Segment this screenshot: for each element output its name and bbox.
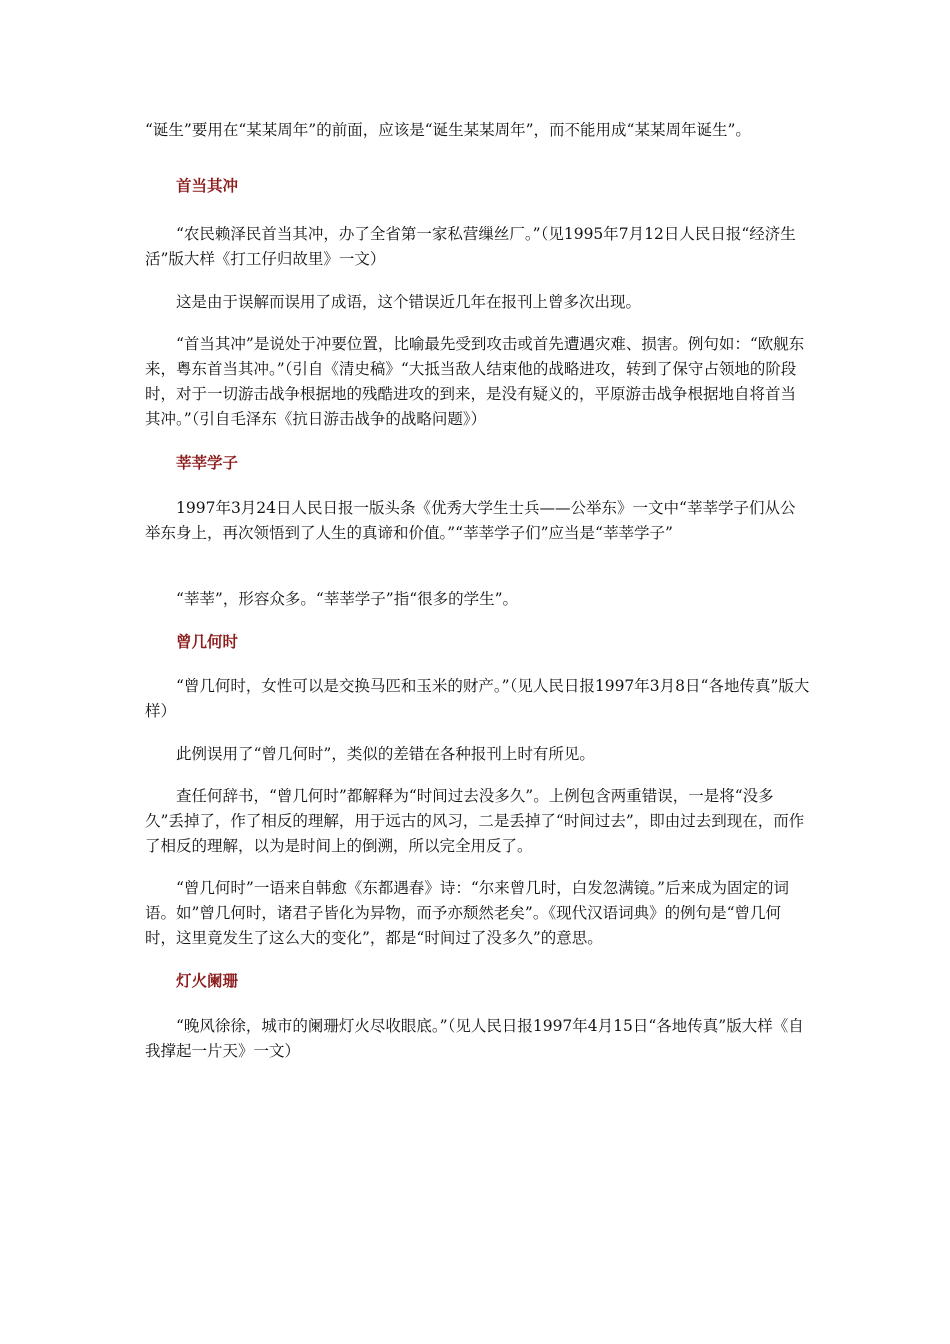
paragraph-ceng-ji-misuse: 此例误用了“曾几何时”，类似的差错在各种报刊上时有所见。 (176, 745, 595, 763)
paragraph-example-ceng-ji: “曾几何时，女性可以是交换马匹和玉米的财产。”（见人民日报1997年3月8日“各地传真”版大样） (145, 677, 810, 720)
paragraph-shen-shen-definition: “莘莘”，形容众多。“莘莘学子”指“很多的学生”。 (176, 590, 519, 608)
paragraph-birth-anniversary: “诞生”要用在“某某周年”的前面，应该是“诞生某某周年”，而不能用成“某某周年诞生”。 (145, 121, 751, 139)
paragraph-example-shen-shen: 1997年3月24日人民日报一版头条《优秀大学生士兵——公举东》一文中“莘莘学子们从公举东身上，再次领悟到了人生的真谛和价值。”“莘莘学子们”应当是“莘莘学子” (145, 499, 796, 542)
paragraph-example-shou-dang: “农民赖泽民首当其冲，办了全省第一家私营缫丝厂。”（见1995年7月12日人民日报“经济生活”版大样《打工仔归故里》一文） (145, 225, 796, 268)
paragraph-ceng-ji-explanation: 查任何辞书，“曾几何时”都解释为“时间过去没多久”。上例包含两重错误，一是将“没多久”丢掉了，作了相反的理解，用于远古的风习，二是丢掉了“时间过去”，即由过去到现在，而作了相反的理解，以为是时间上的倒溯，所以完全用反了。 (145, 787, 805, 855)
paragraph-example-deng-huo: “晚风徐徐，城市的阑珊灯火尽收眼底。”（见人民日报1997年4月15日“各地传真”版大样《自我撑起一片天》一文） (145, 1017, 804, 1060)
document-body (145, 118, 810, 1064)
heading-deng-huo-lan-shan: 灯火阑珊 (176, 972, 239, 990)
heading-ceng-ji-he-shi: 曾几何时 (176, 633, 239, 651)
paragraph-shou-dang-definition: “首当其冲”是说处于冲要位置，比喻最先受到攻击或首先遭遇灾难、损害。例句如：“欧舰东来，粤东首当其冲。”（引自《清史稿》“大抵当敌人结束他的战略进攻，转到了保守占领地的阶段时，对于一切游击战争根据地的残酷进攻的到来，是没有疑义的，平原游击战争根据地自将首当其冲。”（引自毛泽东《抗日游击战争的战略问题》） (145, 335, 805, 428)
paragraph-misuse-note: 这是由于误解而误用了成语，这个错误近几年在报刊上曾多次出现。 (176, 293, 642, 311)
paragraph-ceng-ji-origin: “曾几何时”一语来自韩愈《东都遇春》诗：“尔来曾几时，白发忽满镜。”后来成为固定的词语。如”曾几何时，诸君子皆化为异物，而予亦颓然老矣”。《现代汉语词典》的例句是“曾几何时，这里竟发生了这么大的变化”，都是“时间过了没多久”的意思。 (145, 879, 789, 947)
heading-shen-shen-xue-zi: 莘莘学子 (176, 454, 239, 472)
heading-shou-dang-qi-chong: 首当其冲 (176, 177, 239, 195)
